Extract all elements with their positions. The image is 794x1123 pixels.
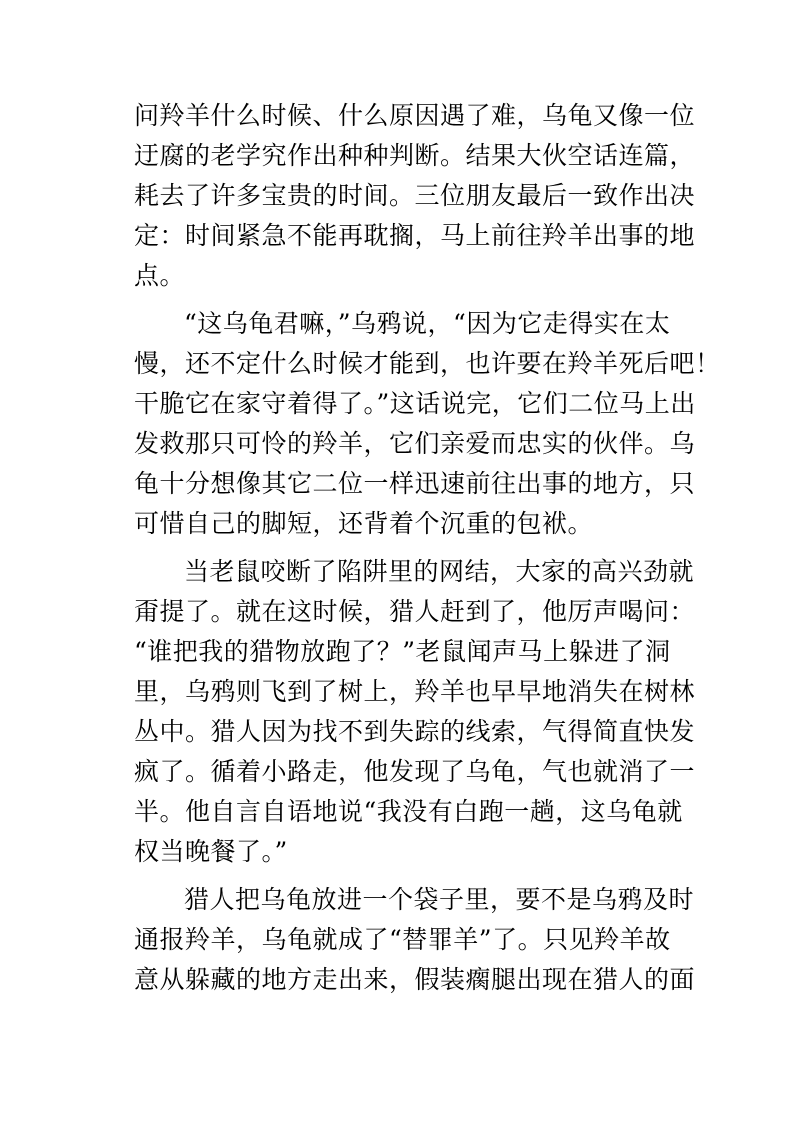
text-line: 甭提了。就在这时候，猎人赶到了，他厉声喝问：: [134, 597, 696, 626]
text-line: 当老鼠咬断了陷阱里的网结，大家的高兴劲就: [184, 557, 695, 586]
text-line: 权当晚餐了。”: [134, 837, 288, 866]
text-line: 半。他自言自语地说“我没有白跑一趟，这乌龟就: [134, 797, 683, 826]
text-line: 慢，还不定什么时候才能到，也许要在羚羊死后吧！: [134, 349, 721, 378]
text-line: 问羚羊什么时候、什么原因遇了难，乌龟又像一位: [134, 101, 696, 130]
paragraph-3: [134, 552, 696, 872]
story-text: [134, 96, 721, 1000]
paragraph-4: [134, 880, 696, 1000]
paragraph-1: [134, 96, 696, 296]
text-line: 猎人把乌龟放进一个袋子里，要不是乌鸦及时: [184, 885, 695, 914]
text-line: 龟十分想像其它二位一样迅速前往出事的地方，只: [134, 469, 696, 498]
text-line: 疯了。循着小路走，他发现了乌龟，气也就消了一: [134, 757, 696, 786]
text-line: “谁把我的猎物放跑了？”老鼠闻声马上躲进了洞: [134, 637, 671, 666]
paragraph-gap: [134, 544, 674, 552]
text-line: 干脆它在家守着得了。”这话说完，它们二位马上出: [134, 389, 696, 418]
text-line: “这乌龟君嘛，”乌鸦说，“因为它走得实在太: [184, 309, 671, 338]
text-line: 定：时间紧急不能再耽搁，马上前往羚羊出事的地: [134, 221, 696, 250]
text-line: 里，乌鸦则飞到了树上，羚羊也早早地消失在树林: [134, 677, 696, 706]
text-line: 意从躲藏的地方走出来，假装瘸腿出现在猎人的面: [134, 965, 696, 994]
text-line: 点。: [134, 261, 186, 290]
paragraph-gap: [134, 296, 674, 304]
paragraph-2: [134, 304, 721, 544]
text-line: 可惜自己的脚短，还背着个沉重的包袱。: [134, 509, 594, 538]
text-line: 耗去了许多宝贵的时间。三位朋友最后一致作出决: [134, 181, 696, 210]
text-line: 发救那只可怜的羚羊，它们亲爱而忠实的伙伴。乌: [134, 429, 696, 458]
text-line: 迂腐的老学究作出种种判断。结果大伙空话连篇，: [134, 141, 696, 170]
paragraph-gap: [134, 872, 674, 880]
text-line: 通报羚羊，乌龟就成了“替罪羊”了。只见羚羊故: [134, 925, 671, 954]
text-line: 丛中。猎人因为找不到失踪的线索，气得简直快发: [134, 717, 696, 746]
